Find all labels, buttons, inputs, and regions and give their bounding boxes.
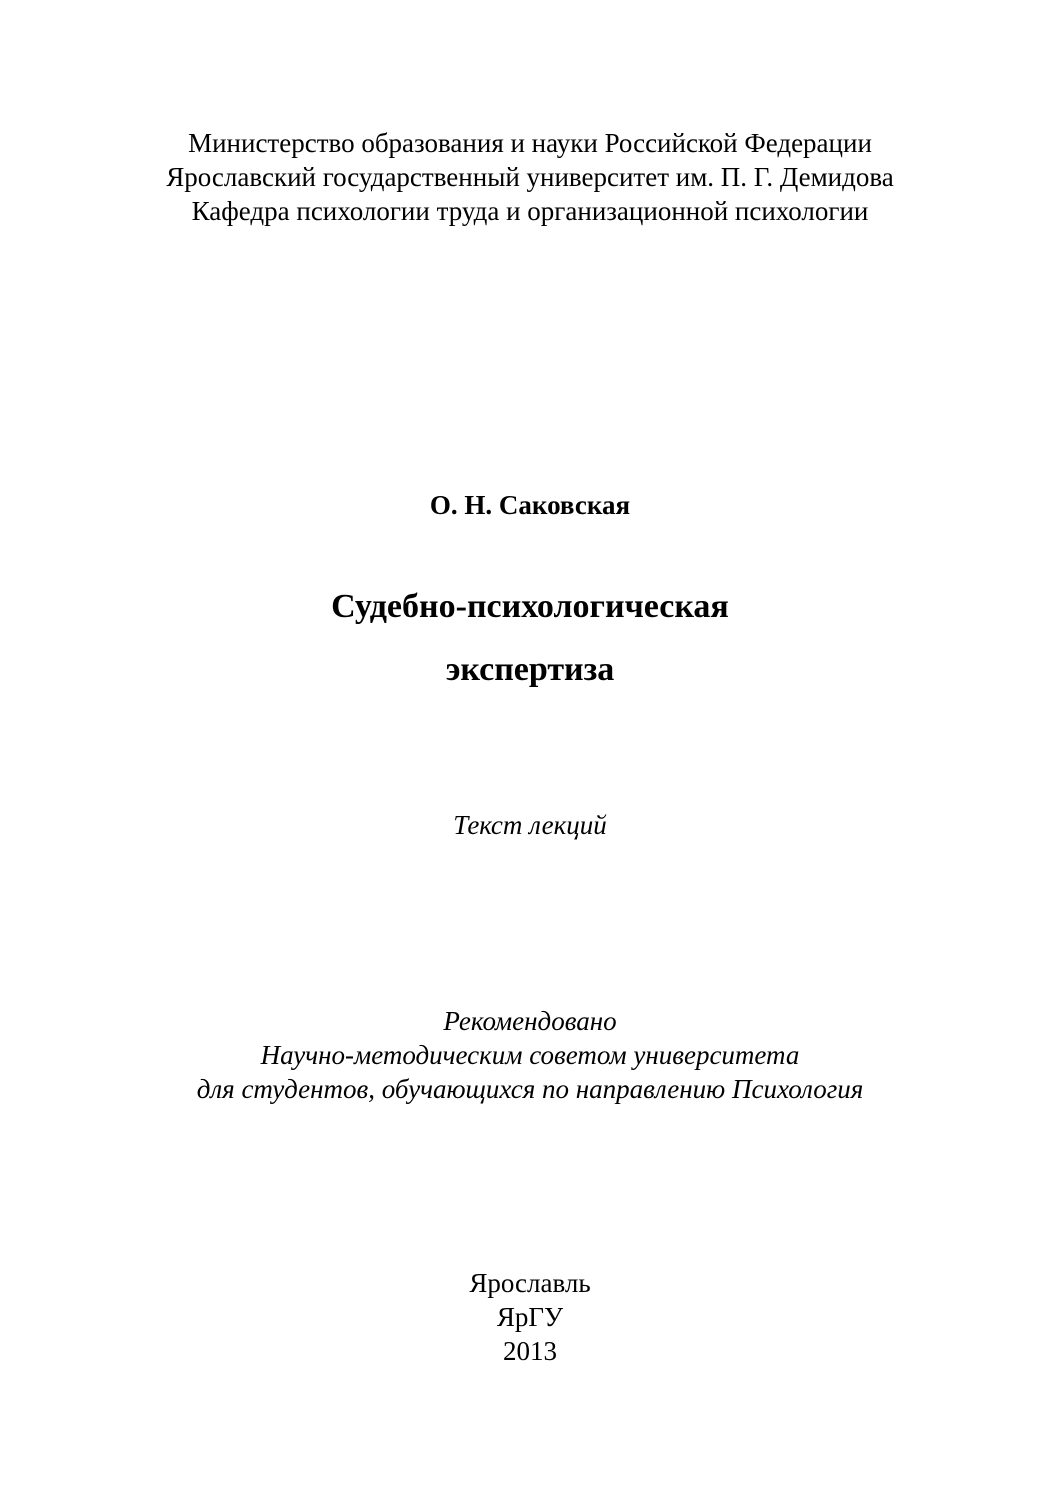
document-type: Текст лекций [453,810,607,840]
university-line: Ярославский государственный университет им. П. Г. Демидова [166,162,894,192]
title-line-1: Судебно-психологическая [331,588,729,625]
author-name: О. Н. Саковская [429,490,631,520]
ministry-line: Министерство образования и науки Российской Федерации [188,128,872,158]
imprint-year: 2013 [503,1336,557,1366]
imprint-publisher: ЯрГУ [496,1302,564,1332]
title-line-2: экспертиза [445,651,615,688]
recommendation-line-3: для студентов, обучающихся по направлению Психология [196,1074,864,1104]
recommendation-line-2: Научно-методическим советом университета [260,1040,800,1070]
department-line: Кафедра психологии труда и организационной психологии [191,196,869,226]
recommendation-line-1: Рекомендовано [443,1006,617,1036]
imprint-city: Ярославль [469,1268,591,1298]
